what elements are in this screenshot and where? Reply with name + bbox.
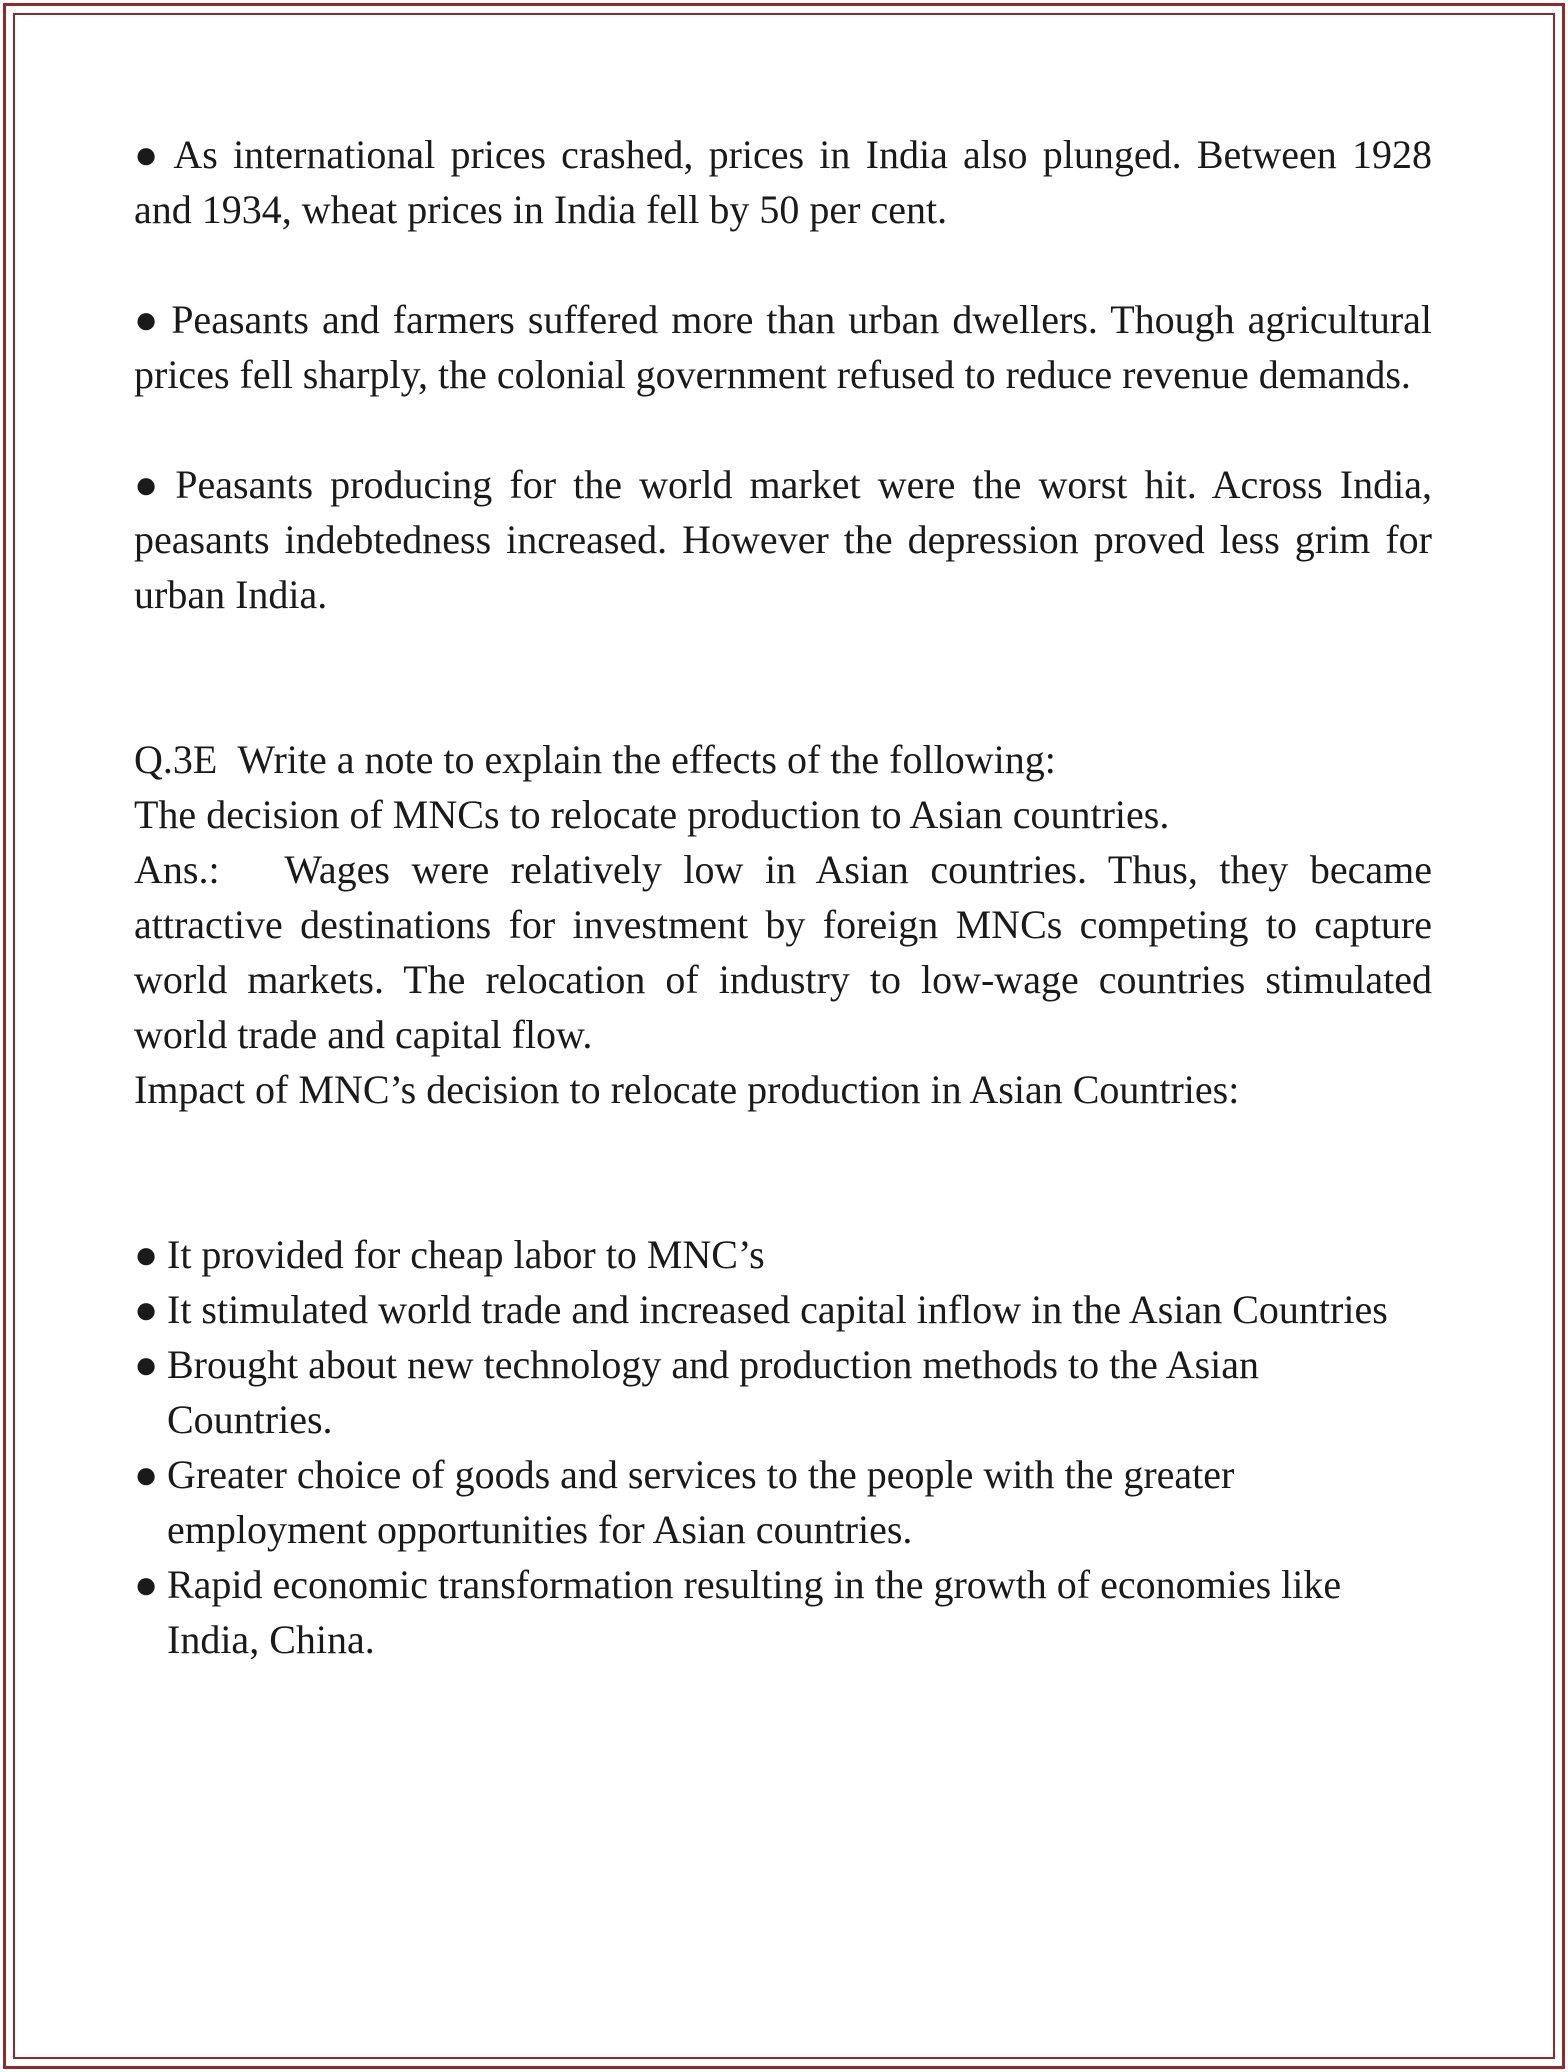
- impact-list: [134, 1227, 1394, 1667]
- paragraph-peasants-suffered: [134, 292, 1432, 402]
- answer-label: Ans.:: [134, 847, 220, 892]
- page-content: [134, 127, 1432, 1667]
- bullet-icon: ●: [134, 1232, 159, 1277]
- paragraph-world-market: [134, 457, 1432, 622]
- bullet-icon: ●: [134, 1562, 159, 1607]
- impact-heading: Impact of MNC’s decision to relocate production in Asian Countries:: [134, 1067, 1240, 1112]
- question-text: Write a note to explain the effects of the following:: [237, 737, 1056, 782]
- question-topic: The decision of MNCs to relocate production to Asian countries.: [134, 792, 1170, 837]
- impact-item: [134, 1447, 1394, 1557]
- question-label: Q.3E: [134, 737, 218, 782]
- impact-text: It stimulated world trade and increased capital inflow in the Asian Countries: [167, 1287, 1388, 1332]
- impact-text: Brought about new technology and production methods to the Asian Countries.: [167, 1342, 1260, 1442]
- bullet-icon: ●: [134, 132, 164, 177]
- impact-item: [134, 1557, 1394, 1667]
- question-line: [134, 732, 1432, 787]
- impact-text: Greater choice of goods and services to the people with the greater employment opportunities for Asian countries.: [167, 1452, 1235, 1552]
- impact-text: Rapid economic transformation resulting in the growth of economies like India, China.: [167, 1562, 1342, 1662]
- paragraph-price-crash: [134, 127, 1432, 237]
- impact-item: [134, 1282, 1394, 1337]
- answer-text: Wages were relatively low in Asian countries. Thus, they became attractive destinations for investment by foreign MNCs competing to capture world markets. The relocation of industry to low-wage countries stimulated world trade and capital flow.: [134, 847, 1432, 1057]
- impact-text: It provided for cheap labor to MNC’s: [167, 1232, 765, 1277]
- bullet-icon: ●: [134, 1287, 159, 1332]
- bullet-icon: ●: [134, 1342, 159, 1387]
- paragraph-text: As international prices crashed, prices in India also plunged. Between 1928 and 1934, wheat prices in India fell by 50 per cent.: [134, 132, 1432, 232]
- paragraph-text: Peasants and farmers suffered more than urban dwellers. Though agricultural prices fell sharply, the colonial government refused to reduce revenue demands.: [134, 297, 1432, 397]
- bullet-icon: ●: [134, 462, 166, 507]
- paragraph-text: Peasants producing for the world market were the worst hit. Across India, peasants indebtedness increased. However the depression proved less grim for urban India.: [134, 462, 1432, 617]
- impact-item: [134, 1337, 1394, 1447]
- impact-item: [134, 1227, 1394, 1282]
- answer-paragraph: [134, 842, 1432, 1062]
- bullet-icon: ●: [134, 297, 162, 342]
- question-block: [134, 732, 1432, 1117]
- bullet-icon: ●: [134, 1452, 159, 1497]
